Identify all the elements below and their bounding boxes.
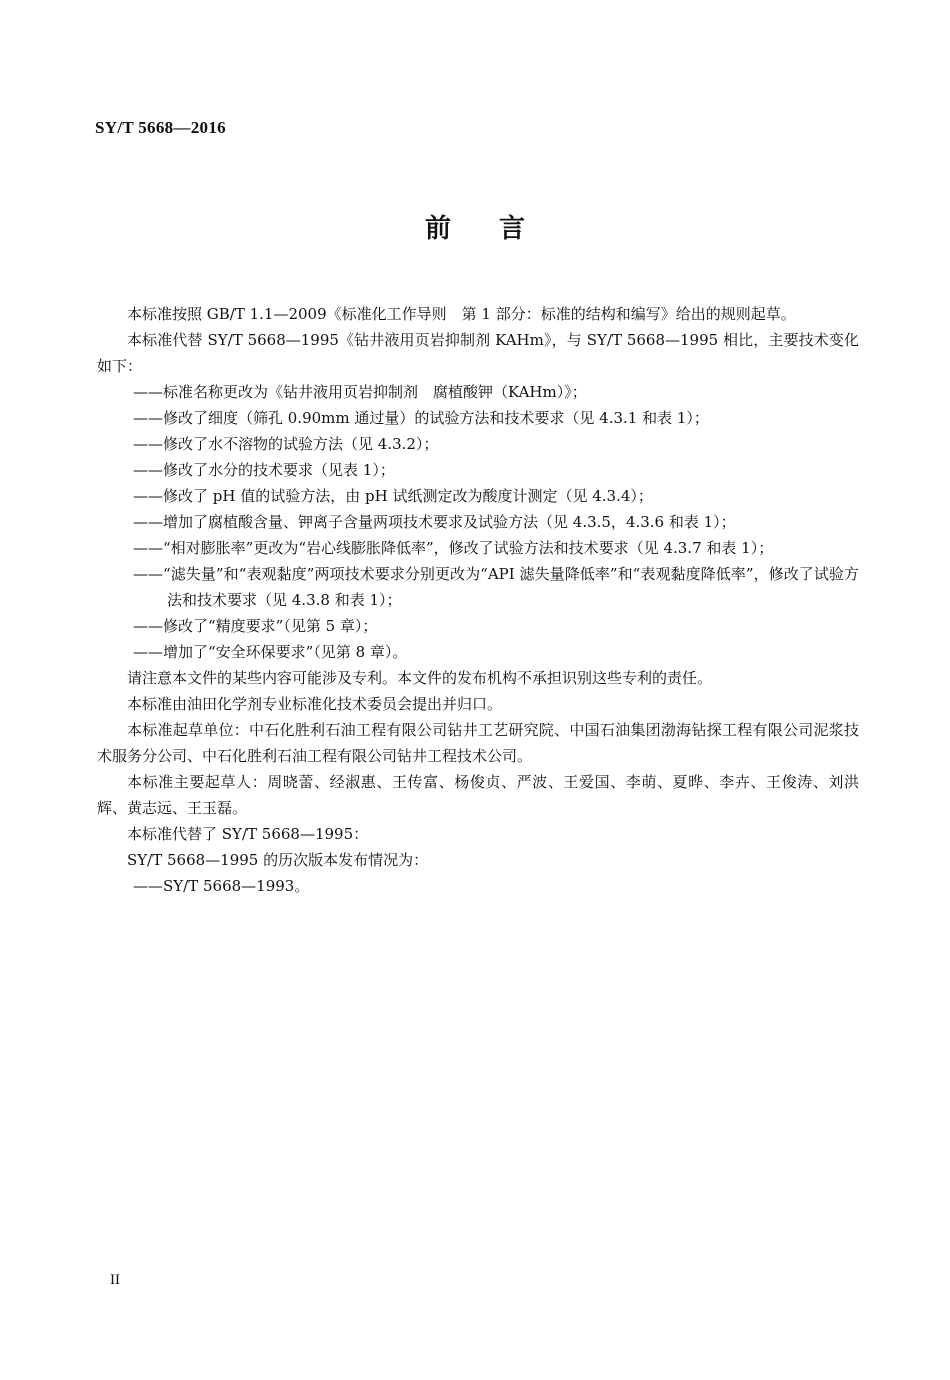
change-item: ——“滤失量”和“表观黏度”两项技术要求分别更改为“API 滤失量降低率”和“表观黏度降低率”，修改了试验方法和技术要求（见 4.3.8 和表 1）；: [133, 565, 859, 609]
paragraph-replaces: 本标准代替了 SY/T 5668—1995：: [127, 825, 369, 843]
paragraph-history-intro: SY/T 5668—1995 的历次版本发布情况为：: [127, 851, 429, 869]
change-item: ——增加了“安全环保要求”（见第 8 章）。: [133, 643, 408, 661]
paragraph-patent-notice: 请注意本文件的某些内容可能涉及专利。本文件的发布机构不承担识别这些专利的责任。: [127, 669, 713, 687]
document-body: [97, 301, 859, 899]
paragraph-drafting-rules: 本标准按照 GB/T 1.1—2009《标准化工作导则 第 1 部分：标准的结构和编写》给出的规则起草。: [127, 305, 796, 323]
paragraph-drafting-units: 本标准起草单位：中石化胜利石油工程有限公司钻井工艺研究院、中国石油集团渤海钻探工程有限公司泥浆技术服务分公司、中石化胜利石油工程有限公司钻井工程技术公司。: [97, 721, 859, 765]
history-item: ——SY/T 5668—1993。: [133, 877, 310, 895]
change-item: ——增加了腐植酸含量、钾离子含量两项技术要求及试验方法（见 4.3.5，4.3.6 和表 1）；: [133, 513, 736, 531]
paragraph-drafters: 本标准主要起草人：周晓蕾、经淑惠、王传富、杨俊贞、严波、王爱国、李萌、夏晔、李卉、王俊涛、刘洪辉、黄志远、王玉磊。: [97, 773, 859, 817]
paragraph-replacement: 本标准代替 SY/T 5668—1995《钻井液用页岩抑制剂 KAHm》，与 SY/T 5668—1995 相比，主要技术变化如下：: [97, 331, 859, 375]
change-item: ——修改了“精度要求”（见第 5 章）；: [133, 617, 378, 635]
change-item: ——“相对膨胀率”更改为“岩心线膨胀降低率”，修改了试验方法和技术要求（见 4.3.7 和表 1）；: [133, 539, 774, 557]
standard-code: SY/T 5668—2016: [95, 118, 226, 137]
paragraph-committee: 本标准由油田化学剂专业标准化技术委员会提出并归口。: [127, 695, 503, 713]
change-item: ——修改了 pH 值的试验方法，由 pH 试纸测定改为酸度计测定（见 4.3.4）；: [133, 487, 653, 505]
change-item: ——修改了水不溶物的试验方法（见 4.3.2）；: [133, 435, 439, 453]
page-title: 前言: [424, 214, 573, 244]
change-item: ——标准名称更改为《钻井液用页岩抑制剂 腐植酸钾（KAHm）》；: [133, 383, 587, 401]
change-item: ——修改了细度（筛孔 0.90mm 通过量）的试验方法和技术要求（见 4.3.1 和表 1）；: [133, 409, 709, 427]
page-number: II: [110, 1272, 120, 1288]
change-item: ——修改了水分的技术要求（见表 1）；: [133, 461, 395, 479]
